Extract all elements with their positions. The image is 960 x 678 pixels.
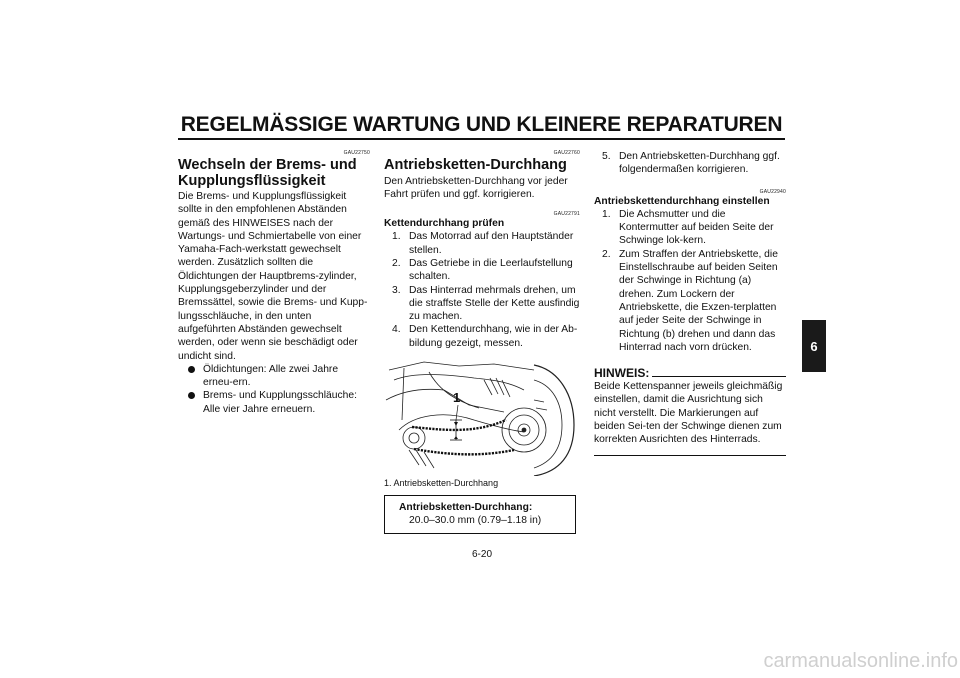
step-text: Zum Straffen der Antriebskette, die Einstellschraube auf beiden Seiten der Schwinge in Richtung (a) drehen. Zum Lockern der Antriebskette, die Exzen-terplatten auf jeder Seite der Schwinge in Richtung (b) drehen und dann das Hinterrad nach vorn drücken.	[619, 248, 778, 353]
step-number: 2.	[602, 248, 611, 260]
bullet-dot-icon	[188, 366, 195, 373]
watermark: carmanualsonline.info	[763, 650, 958, 672]
subsection-code: GAU22791	[553, 211, 580, 218]
step-item	[594, 248, 786, 354]
bullet-item	[178, 389, 370, 416]
step-text: Den Antriebsketten-Durchhang ggf. folgendermaßen korrigieren.	[619, 151, 780, 176]
body-paragraph: Die Brems- und Kupplungsflüssigkeit sollte in den empfohlenen Abständen gemäß des HINWEISES nach der Wartungs- und Schmiertabelle von einer Yamaha-Fach-werkstatt gewechselt werden. Zusätzlich sollten die Öldichtungen der Hauptbrems-zylinder, Kupplungsgeberzylinder und der Bremssättel, sowie die Brems- und Kupp-lungsschläuche, in den unten aufgeführten Abständen gewechselt werden, oder wenn sie beschädigt oder undicht sind.	[178, 191, 368, 362]
note-text: Beide Kettenspanner jeweils gleichmäßig einstellen, damit die Ausrichtung sich nicht verstellt. Die Markierungen auf beiden Sei-ten der Schwinge dienen zum korrekten Ausrichten des Hinterrads.	[594, 381, 783, 446]
bullet-item	[178, 363, 370, 390]
figure-callout-label: 1	[453, 390, 461, 406]
step-text: Den Kettendurchhang, wie in der Ab-bildung gezeigt, messen.	[409, 324, 578, 349]
header-divider	[178, 138, 785, 140]
heading-line-2: Kupplungsflüssigkeit	[178, 172, 326, 189]
note-title: HINWEIS:	[594, 366, 650, 381]
intro-paragraph: Den Antriebsketten-Durchhang vor jeder Fahrt prüfen und ggf. korrigieren.	[384, 175, 568, 200]
step-item	[384, 230, 580, 257]
step-item	[594, 150, 786, 177]
section-heading: Antriebsketten-Durchhang	[384, 157, 567, 173]
heading-line-1: Wechseln der Brems- und	[178, 157, 357, 173]
step-text: Das Hinterrad mehrmals drehen, um die straffste Stelle der Kette ausfindig zu machen.	[409, 284, 580, 323]
step-item	[384, 257, 580, 284]
step-number: 4.	[392, 324, 401, 336]
spec-box	[384, 495, 576, 534]
section-code: GAU22760	[553, 150, 580, 156]
step-text: Die Achsmutter und die Kontermutter auf beiden Seite der Schwinge lok-kern.	[619, 208, 774, 247]
bullet-text: Öldichtungen: Alle zwei Jahre erneu-ern.	[203, 363, 339, 389]
motorcycle-chain-illustration	[384, 360, 576, 476]
step-number: 1.	[602, 208, 611, 220]
spec-value: 20.0–30.0 mm (0.79–1.18 in)	[409, 515, 542, 527]
figure-caption: 1. Antriebsketten-Durchhang	[384, 478, 499, 489]
step-item	[384, 284, 580, 324]
section-heading	[178, 158, 370, 189]
step-text: Das Getriebe in die Leerlaufstellung schalten.	[409, 257, 573, 283]
page-number: 6-20	[471, 549, 492, 560]
subsection-heading: Kettendurchhang prüfen	[384, 218, 505, 230]
page-title: REGELMÄSSIGE WARTUNG UND KLEINERE REPARATUREN	[180, 113, 783, 136]
column-chain-slack	[384, 150, 580, 534]
subsection-code: GAU22940	[759, 188, 786, 195]
step-text: Das Motorrad auf den Hauptständer stellen.	[409, 231, 574, 256]
note-end-rule	[594, 455, 786, 456]
section-code: GAU22750	[343, 150, 370, 156]
subsection-heading: Antriebskettendurchhang einstellen	[594, 195, 770, 207]
step-number: 3.	[392, 284, 401, 296]
chain-slack-figure	[384, 360, 576, 476]
bullet-text: Brems- und Kupplungsschläuche: Alle vier Jahre erneuern.	[203, 390, 357, 415]
step-item	[594, 208, 786, 248]
column-brake-fluid	[178, 150, 370, 416]
step-item	[384, 323, 580, 350]
step-number: 5.	[602, 151, 611, 162]
bullet-dot-icon	[188, 392, 195, 399]
column-chain-adjust	[594, 150, 786, 456]
step-number: 2.	[392, 257, 401, 269]
note-rule	[652, 376, 786, 377]
spec-title: Antriebsketten-Durchhang:	[399, 502, 533, 514]
note-heading-row	[594, 366, 786, 380]
step-number: 1.	[392, 231, 401, 243]
chapter-tab: 6	[802, 320, 826, 372]
